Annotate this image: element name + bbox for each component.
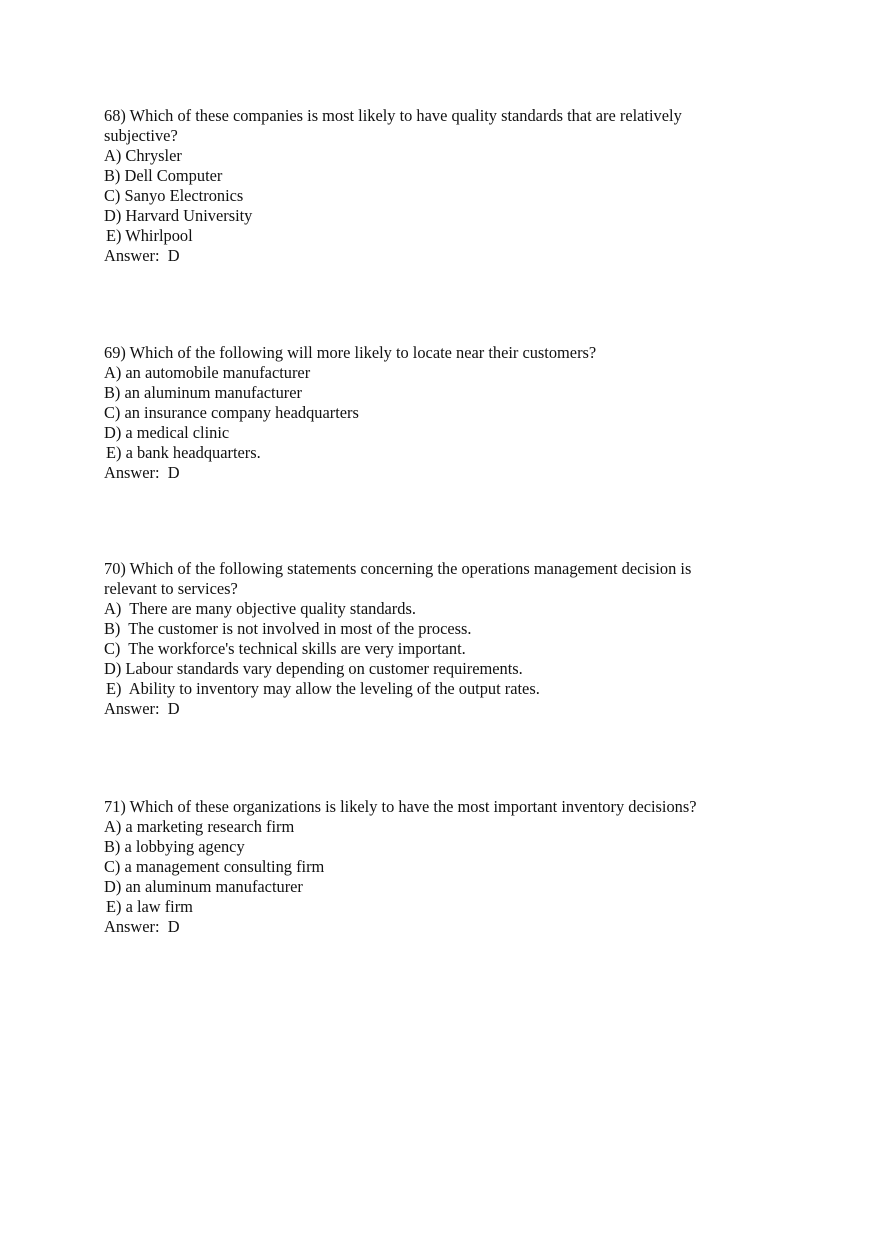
question-70 xyxy=(104,559,744,719)
question-stem: 68) Which of these companies is most likely to have quality standards that are relatively subjective? xyxy=(104,106,682,145)
answer-line: Answer: D xyxy=(104,463,180,482)
question-69 xyxy=(104,343,744,483)
option-d: D) an aluminum manufacturer xyxy=(104,877,303,896)
option-e: E) a bank headquarters. xyxy=(106,443,261,462)
answer-line: Answer: D xyxy=(104,246,180,265)
answer-line: Answer: D xyxy=(104,917,180,936)
option-c: C) Sanyo Electronics xyxy=(104,186,244,205)
option-e: E) Whirlpool xyxy=(106,226,193,245)
option-c: C) The workforce's technical skills are very important. xyxy=(104,639,466,658)
option-b: B) Dell Computer xyxy=(104,166,223,185)
question-stem: 69) Which of the following will more likely to locate near their customers? xyxy=(104,343,597,362)
option-a: A) Chrysler xyxy=(104,146,182,165)
option-e: E) a law firm xyxy=(106,897,193,916)
option-b: B) The customer is not involved in most of the process. xyxy=(104,619,472,638)
option-e: E) Ability to inventory may allow the leveling of the output rates. xyxy=(106,679,540,698)
option-b: B) an aluminum manufacturer xyxy=(104,383,302,402)
option-a: A) a marketing research firm xyxy=(104,817,295,836)
question-68 xyxy=(104,106,744,266)
option-d: D) Harvard University xyxy=(104,206,253,225)
option-b: B) a lobbying agency xyxy=(104,837,245,856)
option-d: D) a medical clinic xyxy=(104,423,230,442)
question-stem: 70) Which of the following statements concerning the operations management decision is relevant to services? xyxy=(104,559,692,598)
option-a: A) There are many objective quality standards. xyxy=(104,599,416,618)
option-d: D) Labour standards vary depending on customer requirements. xyxy=(104,659,523,678)
answer-line: Answer: D xyxy=(104,699,180,718)
option-c: C) an insurance company headquarters xyxy=(104,403,359,422)
option-a: A) an automobile manufacturer xyxy=(104,363,311,382)
option-c: C) a management consulting firm xyxy=(104,857,325,876)
question-71 xyxy=(104,797,744,937)
question-stem: 71) Which of these organizations is likely to have the most important inventory decisions? xyxy=(104,797,697,816)
